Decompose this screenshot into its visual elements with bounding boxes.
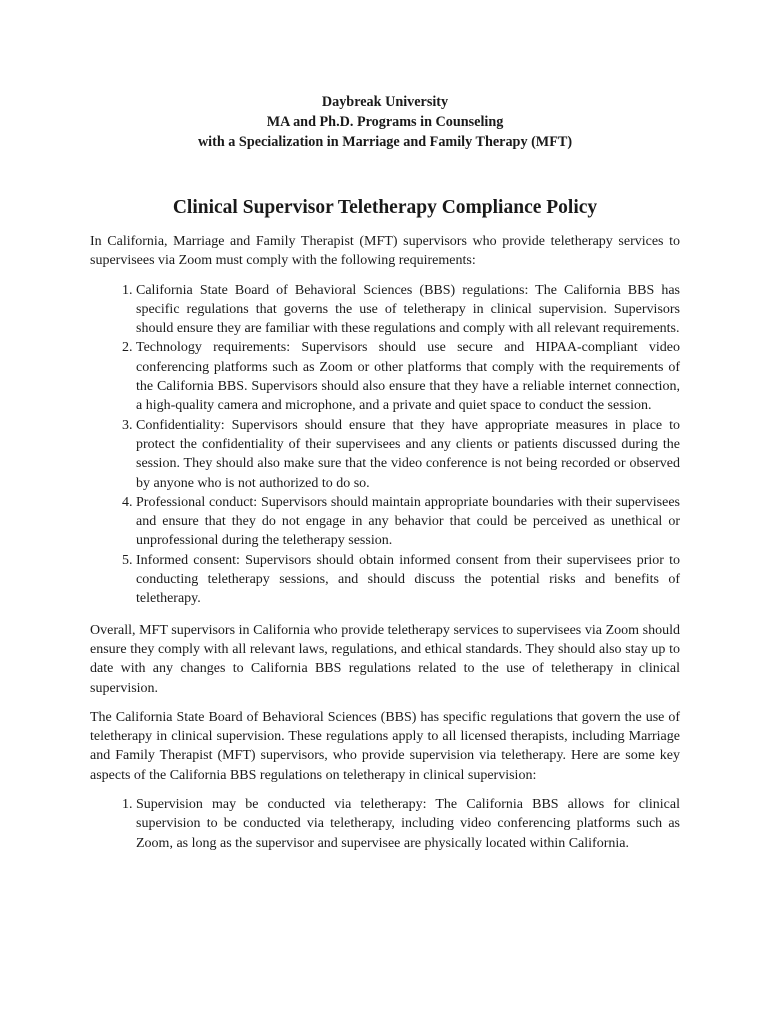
program-name: MA and Ph.D. Programs in Counseling xyxy=(266,114,504,130)
list-item: 1. Supervision may be conducted via teletherapy: The California BBS allows for clinical supervision to be conducted via teletherapy, including video conferencing platforms such as Zoom, as long as the supervisor and supervisee are physically located within California. xyxy=(136,795,680,853)
overall-paragraph: Overall, MFT supervisors in California who provide teletherapy services to supervisees via Zoom should ensure they comply with all relevant laws, regulations, and ethical standards. They should also stay up to date with any changes to California BBS regulations related to the use of teletherapy in clinical supervision. xyxy=(90,622,680,696)
university-name: Daybreak University xyxy=(321,94,449,110)
document-page xyxy=(90,92,680,853)
document-header xyxy=(90,92,680,152)
key-aspects-list xyxy=(90,795,680,853)
requirements-list xyxy=(90,281,680,609)
list-item: 1. California State Board of Behavioral Sciences (BBS) regulations: The California BBS has specific regulations that governs the use of teletherapy in clinical supervision. Supervisors should ensure they are familiar with these regulations and comply with all relevant requirements. xyxy=(136,281,680,339)
list-item: 4. Professional conduct: Supervisors should maintain appropriate boundaries with their supervisees and ensure that they do not engage in any behavior that could be perceived as unethical or unprofessional during the teletherapy session. xyxy=(136,493,680,551)
list-item: 3. Confidentiality: Supervisors should ensure that they have appropriate measures in place to protect the confidentiality of their supervisees and any clients or patients discussed during the session. They should also make sure that the video conference is not being recorded or observed by anyone who is not authorized to do so. xyxy=(136,416,680,493)
policy-title: Clinical Supervisor Teletherapy Compliance Policy xyxy=(172,197,598,218)
list-item: 2. Technology requirements: Supervisors should use secure and HIPAA-compliant video conferencing platforms such as Zoom or other platforms that comply with the requirements of the California BBS. Supervisors should also ensure that they have a reliable internet connection, a high-quality camera and microphone, and a private and quiet space to conduct the session. xyxy=(136,338,680,415)
specialization-line: with a Specialization in Marriage and Family Therapy (MFT) xyxy=(197,134,573,150)
intro-paragraph: In California, Marriage and Family Therapist (MFT) supervisors who provide teletherapy services to supervisees via Zoom must comply with the following requirements: xyxy=(90,234,680,269)
bbs-intro-paragraph: The California State Board of Behavioral Sciences (BBS) has specific regulations that govern the use of teletherapy in clinical supervision. These regulations apply to all licensed therapists, including Marriage and Family Therapist (MFT) supervisors, who provide supervision via teletherapy. Here are some key aspects of the California BBS regulations on teletherapy in clinical supervision: xyxy=(90,709,680,783)
list-item: 5. Informed consent: Supervisors should obtain informed consent from their supervisees prior to conducting teletherapy sessions, and should discuss the potential risks and benefits of teletherapy. xyxy=(136,551,680,609)
